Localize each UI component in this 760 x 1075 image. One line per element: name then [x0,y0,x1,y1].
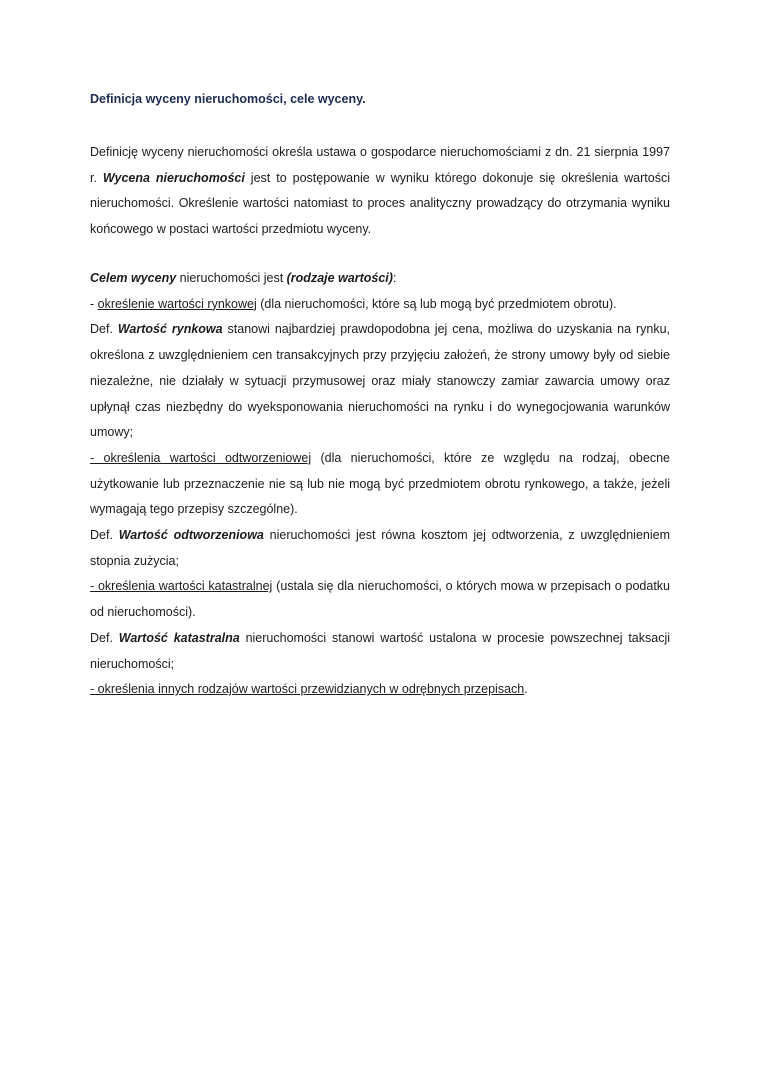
goal-item-other-label: - określenia innych rodzajów wartości przewidzianych w odrębnych przepisach [90,682,525,697]
goals-lead-mid: nieruchomości jest [176,271,287,285]
definition-market [90,317,670,446]
definition-replacement-rest: nieruchomości jest równa kosztom jej odtworzenia, z uwzględnieniem stopnia zużycia; [90,528,671,568]
goals-lead-end: : [392,271,397,285]
goal-item-market [90,292,670,318]
definition-replacement-prefix: Def. [90,528,119,543]
goal-item-market-label: określenie wartości rynkowej [97,296,257,311]
goals-lead-term: Celem wyceny [90,271,177,285]
definition-market-rest: stanowi najbardziej prawdopodobna jej cena, możliwa do uzyskania na rynku, określona z uwzględnieniem cen transakcyjnych przy przyjęciu założeń, że strony umowy były od siebie niezależne, nie działały w sytuacji przymusowej oraz miały stanowczy zamiar zawarcia umowy oraz upłynął czas niezbędny do wyeksponowania nieruchomości na rynku i do wynegocjowania warunków umowy; [90,322,670,440]
goal-item-cadastral-rest: (ustala się dla nieruchomości, o których mowa w przepisach o podatku od nieruchomości). [90,579,670,620]
goal-item-cadastral [90,574,670,625]
goal-item-other-end: . [524,682,528,697]
definition-replacement [90,523,670,574]
definition-cadastral-rest: nieruchomości stanowi wartość ustalona w procesie powszechnej taksacji nieruchomości; [90,630,671,671]
definition-cadastral-prefix: Def. [90,630,119,645]
definition-replacement-term: Wartość odtworzeniowa [118,528,264,543]
definition-market-term: Wartość rynkowa [117,322,223,337]
goal-item-cadastral-label: - określenia wartości katastralnej [90,579,273,594]
intro-text-1: Definicję wyceny nieruchomości określa ustawa o gospodarce nieruchomościami z dn. 21 sierpnia 1997 r. [90,145,670,185]
definition-cadastral [90,626,670,677]
intro-paragraph [90,140,670,243]
definition-cadastral-term: Wartość katastralna [118,630,240,645]
goals-section [90,266,670,703]
goals-lead [90,266,670,292]
goal-item-replacement-rest: (dla nieruchomości, które ze względu na rodzaj, obecne użytkowanie lub przeznaczenie nie są lub nie mogą być przedmiotem obrotu rynkowego, a także, jeżeli wymagają tego przepisy szczególne). [90,450,670,517]
goal-item-other [90,677,670,703]
goals-lead-paren: (rodzaje wartości) [286,271,393,285]
definition-market-prefix: Def. [90,322,118,337]
goal-item-replacement-label: - określenia wartości odtworzeniowej [90,450,312,465]
intro-term-wycena: Wycena nieruchomości [102,170,245,185]
document-title: Definicja wyceny nieruchomości, cele wyceny. [90,92,366,106]
intro-text-2: jest to postępowanie w wyniku którego dokonuje się określenia wartości nieruchomości. Określenie wartości natomiast to proces analityczny prowadzący do otrzymania wyniku końcowego w postaci wartości przedmiotu wyceny. [90,170,671,237]
goal-item-market-dash: - [90,296,98,311]
goal-item-replacement [90,446,670,523]
goal-item-market-rest: (dla nieruchomości, które są lub mogą być przedmiotem obrotu). [256,296,617,311]
